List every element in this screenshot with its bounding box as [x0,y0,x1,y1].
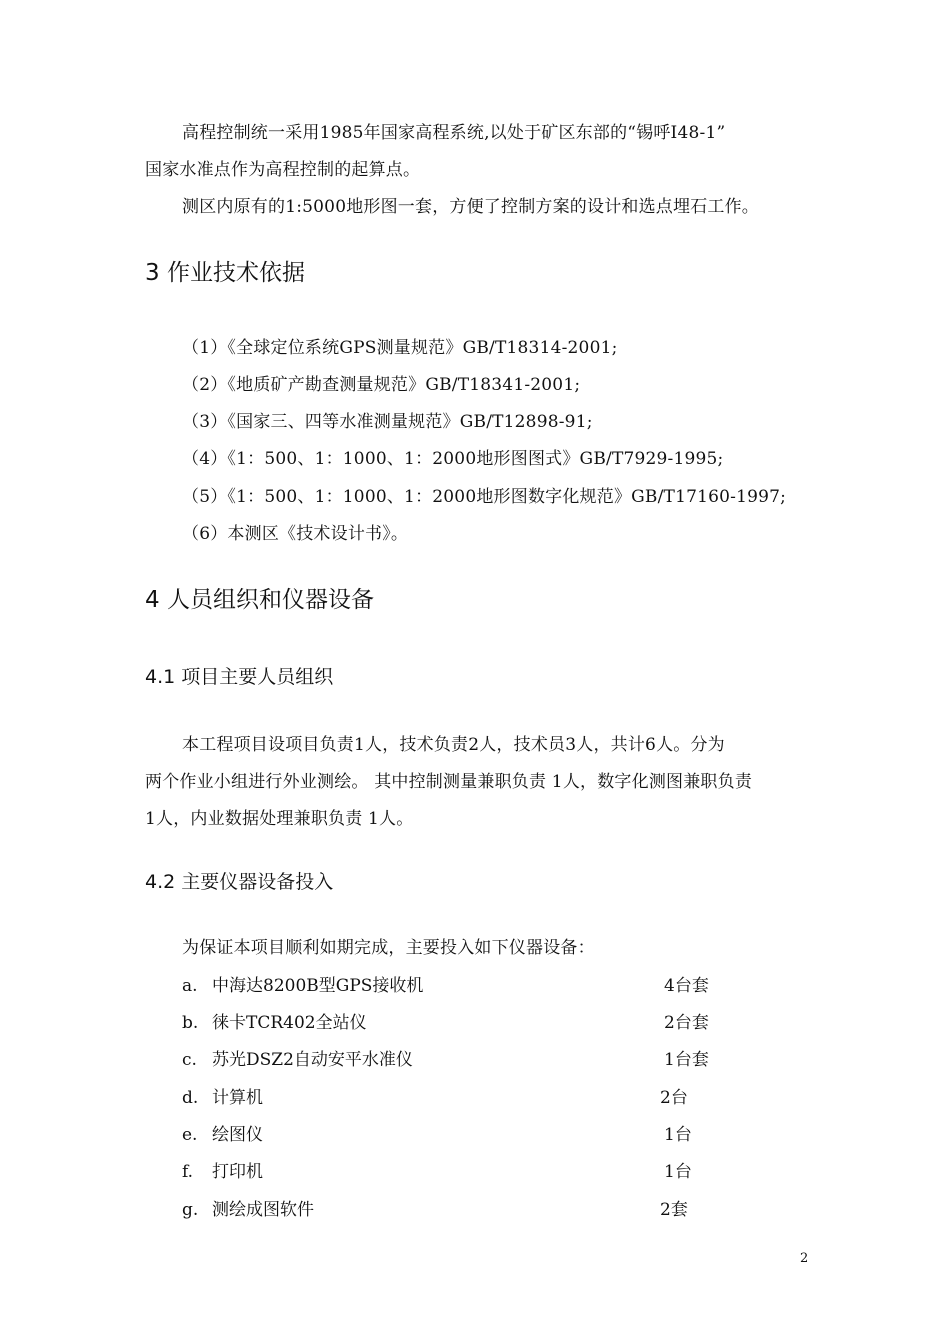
equipment-label: e. [182,1125,198,1145]
equipment-quantity: 1台 [664,1162,692,1182]
equipment-name: 测绘成图软件 [212,1200,314,1220]
equipment-quantity: 1台套 [664,1050,709,1070]
section-4-2-heading: 4.2 主要仪器设备投入 [145,871,334,893]
reference-item-2: （2）《地质矿产勘查测量规范》GB/T18341-2001; [182,375,581,395]
equipment-label: b. [182,1013,199,1033]
page-number: 2 [800,1251,809,1266]
equipment-name: 绘图仪 [212,1125,263,1145]
equipment-name: 计算机 [212,1088,263,1108]
equipment-label: d. [182,1088,199,1108]
equipment-name: 徕卡TCR402全站仪 [212,1013,367,1033]
reference-item-5: （5）《1：500、1：1000、1：2000地形图数字化规范》GB/T17160-1997; [182,487,787,507]
reference-item-4: （4）《1：500、1：1000、1：2000地形图图式》GB/T7929-1995; [182,449,724,469]
height-control-line-2: 国家水准点作为高程控制的起算点。 [145,160,421,180]
equipment-quantity: 4台套 [664,976,709,996]
equipment-label: f. [182,1162,194,1182]
equipment-label: c. [182,1050,197,1070]
equipment-name: 打印机 [212,1162,263,1182]
equipment-intro: 为保证本项目顺利如期完成，主要投入如下仪器设备： [182,938,595,958]
reference-item-1: （1）《全球定位系统GPS测量规范》GB/T18314-2001; [182,338,618,358]
equipment-quantity: 1台 [664,1125,692,1145]
equipment-name: 中海达8200B型GPS接收机 [212,976,424,996]
reference-item-6: （6）本测区《技术设计书》。 [182,524,409,544]
staff-line-1: 本工程项目设项目负责1人，技术负责2人，技术员3人，共计6人。分为 [182,735,725,755]
equipment-name: 苏光DSZ2自动安平水准仪 [212,1050,413,1070]
staff-line-2: 两个作业小组进行外业测绘。 其中控制测量兼职负责 1人，数字化测图兼职负责 [145,772,753,792]
equipment-quantity: 2套 [660,1200,688,1220]
equipment-quantity: 2台 [660,1088,688,1108]
height-control-line-1: 高程控制统一采用1985年国家高程系统,以处于矿区东部的“锡呼Ⅰ48-1” [182,123,726,143]
section-4-1-heading: 4.1 项目主要人员组织 [145,666,334,688]
equipment-label: g. [182,1200,199,1220]
staff-line-3: 1人，内业数据处理兼职负责 1人。 [145,809,414,829]
section-4-heading: 4 人员组织和仪器设备 [145,587,374,613]
existing-map-paragraph: 测区内原有的1:5000地形图一套，方便了控制方案的设计和选点埋石工作。 [182,197,760,217]
equipment-quantity: 2台套 [664,1013,709,1033]
section-3-heading: 3 作业技术依据 [145,260,305,286]
equipment-label: a. [182,976,198,996]
reference-item-3: （3）《国家三、四等水准测量规范》GB/T12898-91; [182,412,593,432]
